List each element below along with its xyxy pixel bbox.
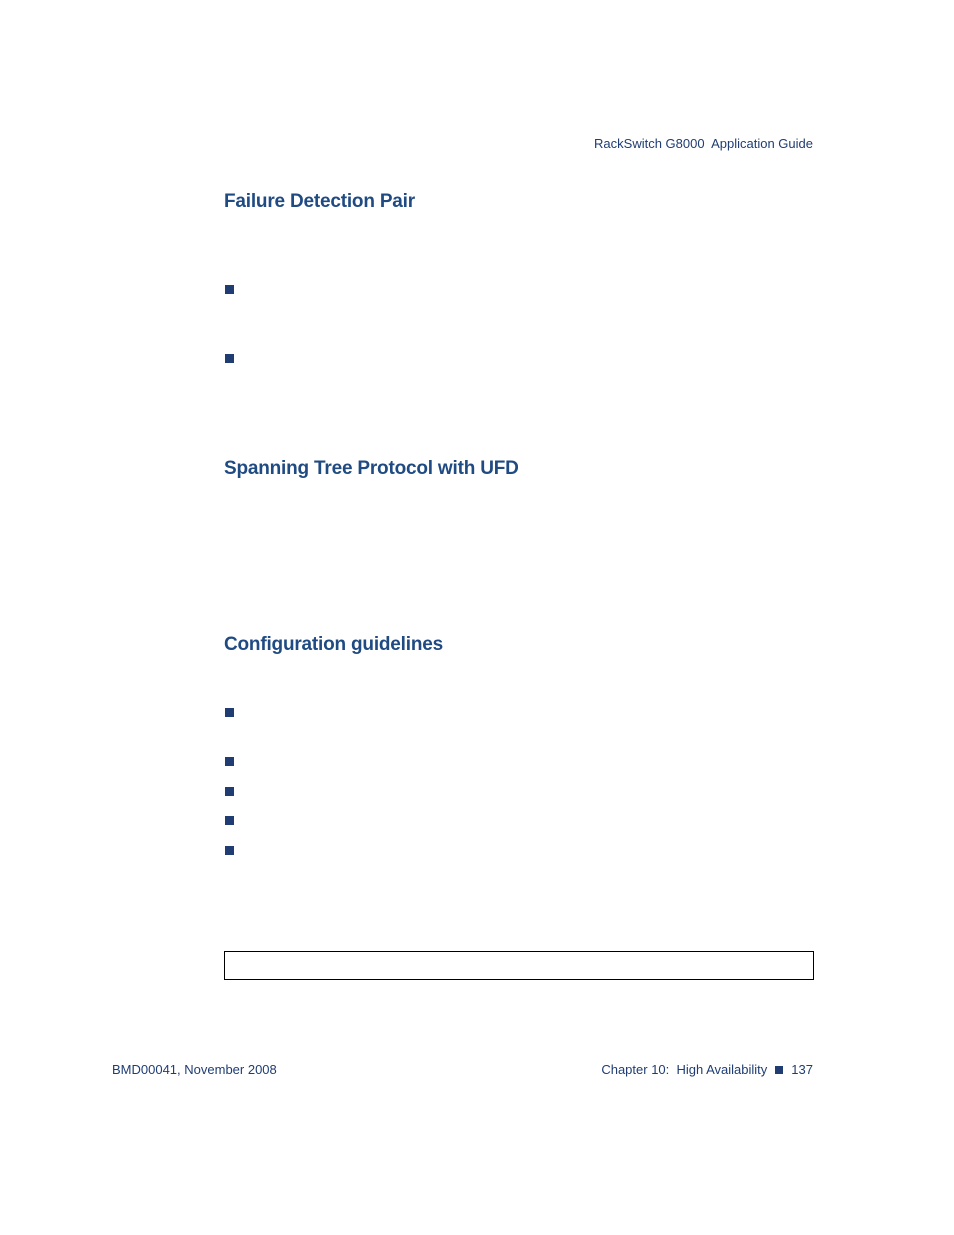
square-bullet-icon — [225, 708, 234, 717]
footer-chapter-info — [601, 1062, 813, 1077]
square-bullet-icon — [225, 846, 234, 855]
section-heading-configuration-guidelines: Configuration guidelines — [224, 634, 443, 655]
footer-document-id: BMD00041, November 2008 — [112, 1062, 277, 1077]
square-separator-icon — [775, 1066, 783, 1074]
running-header: RackSwitch G8000 Application Guide — [594, 136, 813, 151]
square-bullet-icon — [225, 354, 234, 363]
square-bullet-icon — [225, 285, 234, 294]
footer-chapter-title: Chapter 10: High Availability — [601, 1062, 768, 1077]
page-number: 137 — [791, 1062, 813, 1077]
square-bullet-icon — [225, 816, 234, 825]
note-box — [224, 951, 814, 980]
square-bullet-icon — [225, 787, 234, 796]
square-bullet-icon — [225, 757, 234, 766]
section-heading-failure-detection-pair: Failure Detection Pair — [224, 191, 415, 212]
section-heading-stp-with-ufd: Spanning Tree Protocol with UFD — [224, 458, 519, 479]
